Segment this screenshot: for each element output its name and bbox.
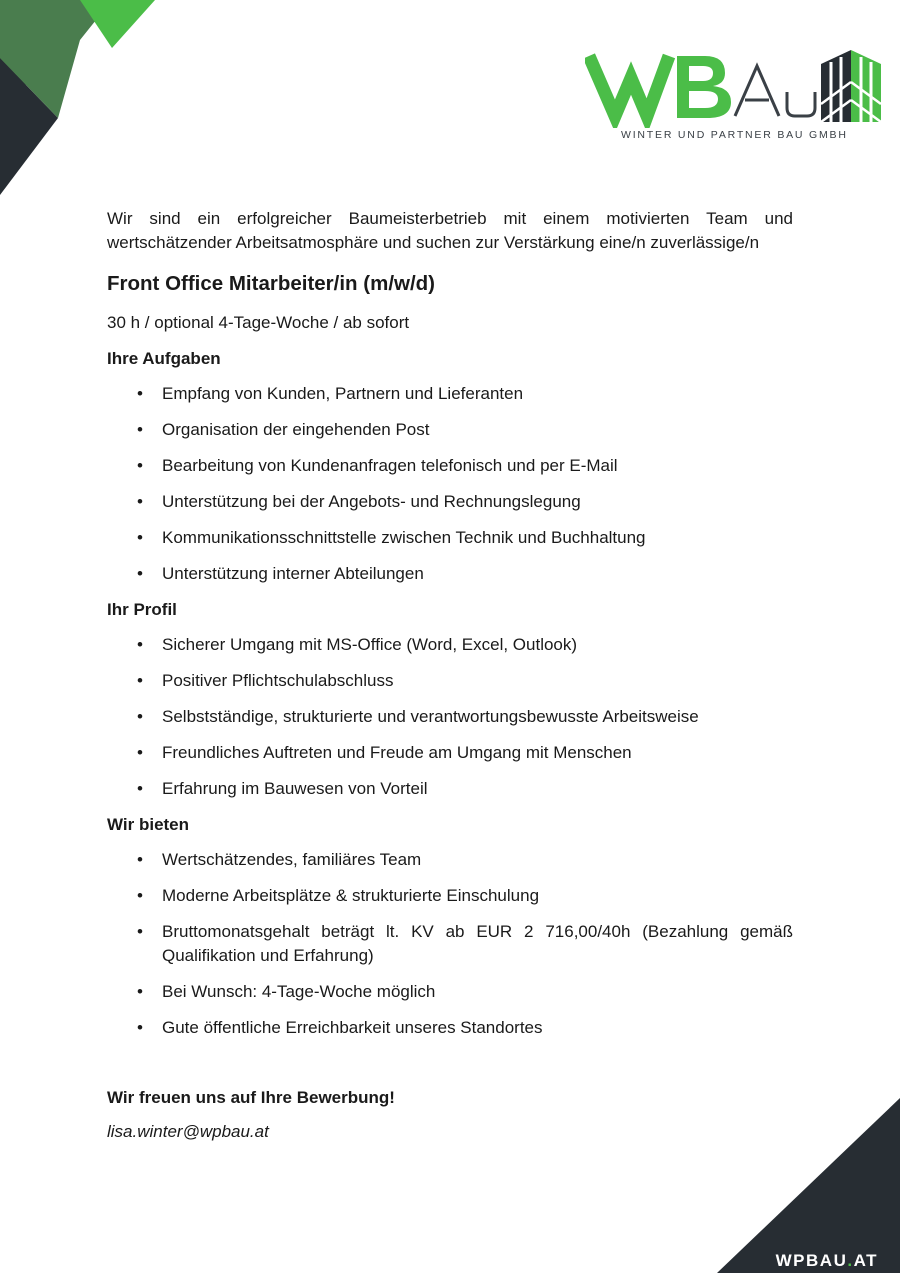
list-item: • Unterstützung bei der Angebots- und Rechnungslegung xyxy=(137,492,581,511)
list-item: • Gute öffentliche Erreichbarkeit unseres Standortes xyxy=(137,1018,543,1037)
list-item: • Selbstständige, strukturierte und verantwortungsbewusste Arbeitsweise xyxy=(137,707,699,726)
website-url[interactable]: WPBAU.AT xyxy=(775,1251,878,1270)
list-item: • Unterstützung interner Abteilungen xyxy=(137,564,424,583)
company-tagline: WINTER UND PARTNER BAU GMBH xyxy=(621,129,848,141)
section-title-offer: Wir bieten xyxy=(107,815,190,834)
list-item: • Erfahrung im Bauwesen von Vorteil xyxy=(137,779,428,798)
list-item: • Kommunikationsschnittstelle zwischen Technik und Buchhaltung xyxy=(137,528,646,547)
section-title-tasks: Ihre Aufgaben xyxy=(107,349,221,368)
job-title: Front Office Mitarbeiter/in (m/w/d) xyxy=(107,272,436,295)
offer-list xyxy=(107,848,793,1040)
list-item: • Bearbeitung von Kundenanfragen telefonisch und per E-Mail xyxy=(137,456,618,475)
list-item: • Empfang von Kunden, Partnern und Lieferanten xyxy=(137,384,524,403)
tasks-list xyxy=(107,382,793,586)
list-item: • Moderne Arbeitsplätze & strukturierte Einschulung xyxy=(137,886,540,905)
closing-call-to-action: Wir freuen uns auf Ihre Bewerbung! xyxy=(107,1088,395,1107)
list-item: • Wertschätzendes, familiäres Team xyxy=(137,850,422,869)
bottom-right-corner-decoration xyxy=(710,1098,900,1273)
top-left-corner-decoration xyxy=(0,0,160,200)
profile-list xyxy=(107,633,793,801)
job-subtitle: 30 h / optional 4-Tage-Woche / ab sofort xyxy=(107,313,410,332)
list-item: • Organisation der eingehenden Post xyxy=(137,420,430,439)
wbau-logo-mark xyxy=(585,44,885,128)
job-posting xyxy=(107,207,793,1144)
list-item: • Bruttomonatsgehalt beträgt lt. KV ab EUR 2 716,00/40h (Bezahlung gemäß Qualifikation und Erfahrung) xyxy=(137,922,793,965)
list-item: • Freundliches Auftreten und Freude am Umgang mit Menschen xyxy=(137,743,632,762)
list-item: • Positiver Pflichtschulabschluss xyxy=(137,671,394,690)
list-item: • Bei Wunsch: 4-Tage-Woche möglich xyxy=(137,982,436,1001)
section-title-profile: Ihr Profil xyxy=(107,600,177,619)
list-item: • Sicherer Umgang mit MS-Office (Word, Excel, Outlook) xyxy=(137,635,578,654)
intro-paragraph: Wir sind ein erfolgreicher Baumeisterbetrieb mit einem motivierten Team und wertschätzender Arbeitsatmosphäre und suchen zur Verstärkung eine/n zuverlässige/n xyxy=(107,209,793,252)
company-logo xyxy=(585,44,885,144)
contact-email-link[interactable]: lisa.winter@wpbau.at xyxy=(107,1122,269,1141)
